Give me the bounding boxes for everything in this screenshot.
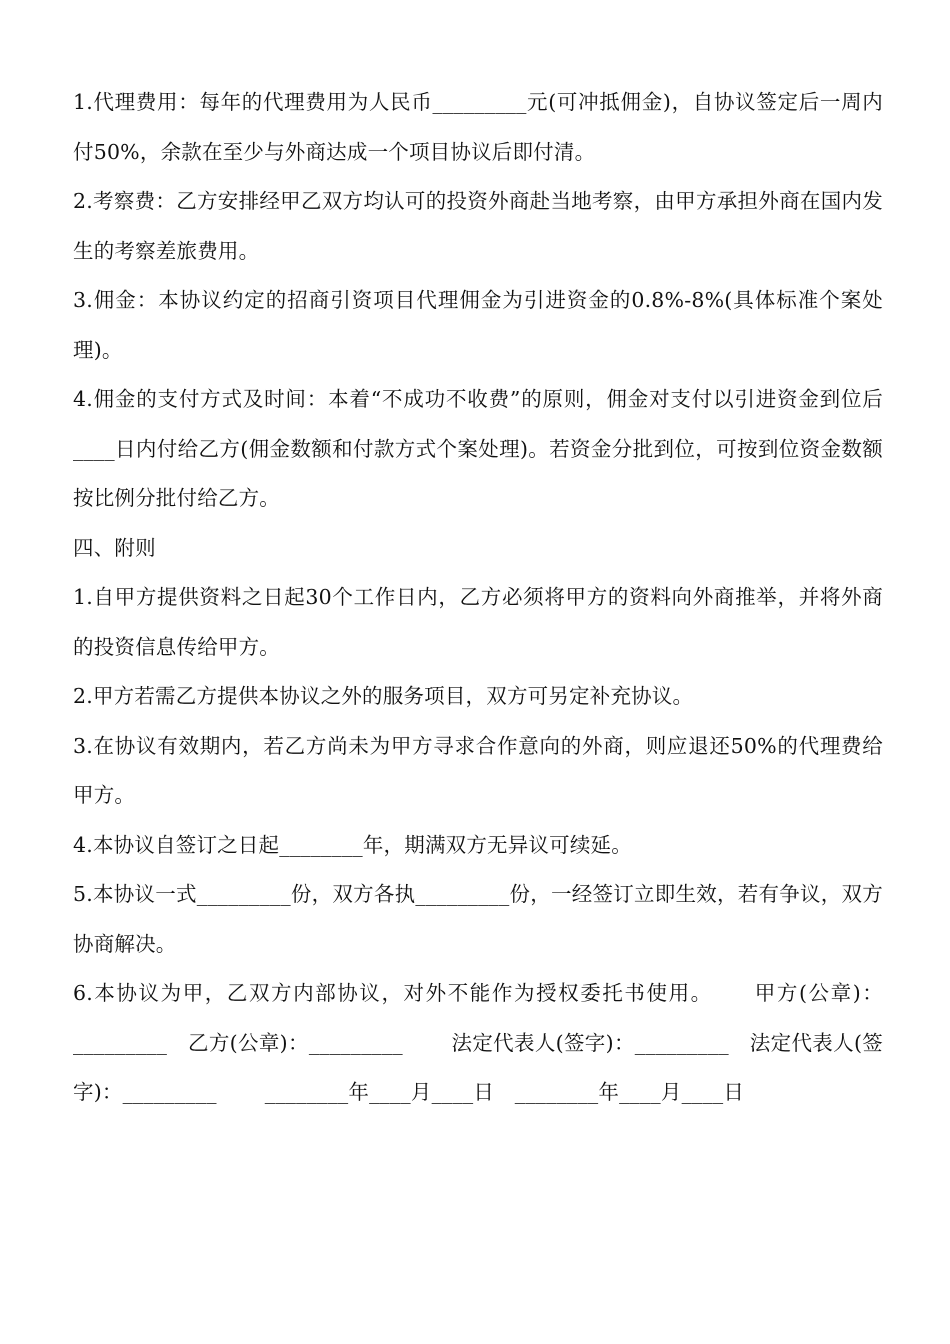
clause-inspection-fee: 2.考察费：乙方安排经甲乙双方均认可的投资外商赴当地考察，由甲方承担外商在国内发生的考察差旅费用。 <box>73 189 883 263</box>
document-page <box>73 78 883 1118</box>
clause-commission: 3.佣金：本协议约定的招商引资项目代理佣金为引进资金的0.8%-8%(具体标准个案处理)。 <box>73 288 883 362</box>
supplementary-clause-6-signatures: 6.本协议为甲，乙双方内部协议，对外不能作为授权委托书使用。 甲方(公章)：_________ 乙方(公章)：_________ 法定代表人(签字)：_________ 法定代表人(签字)：_________ ________年____月____日 ________年____月____日 <box>73 981 883 1104</box>
supplementary-clause-3: 3.在协议有效期内，若乙方尚未为甲方寻求合作意向的外商，则应退还50%的代理费给甲方。 <box>73 733 883 807</box>
supplementary-clause-4: 4.本协议自签订之日起________年，期满双方无异议可续延。 <box>73 832 632 857</box>
section-heading-supplementary: 四、附则 <box>73 535 156 560</box>
clause-commission-payment: 4.佣金的支付方式及时间：本着“不成功不收费”的原则，佣金对支付以引进资金到位后____日内付给乙方(佣金数额和付款方式个案处理)。若资金分批到位，可按到位资金数额按比例分批付给乙方。 <box>73 387 883 510</box>
supplementary-clause-1: 1.自甲方提供资料之日起30个工作日内，乙方必须将甲方的资料向外商推举，并将外商的投资信息传给甲方。 <box>73 585 883 659</box>
clause-agency-fee: 1.代理费用：每年的代理费用为人民币_________元(可冲抵佣金)，自协议签定后一周内付50%，余款在至少与外商达成一个项目协议后即付清。 <box>73 90 883 164</box>
supplementary-clause-2: 2.甲方若需乙方提供本协议之外的服务项目，双方可另定补充协议。 <box>73 684 694 708</box>
supplementary-clause-5: 5.本协议一式_________份，双方各执_________份，一经签订立即生效，若有争议，双方协商解决。 <box>73 882 883 956</box>
